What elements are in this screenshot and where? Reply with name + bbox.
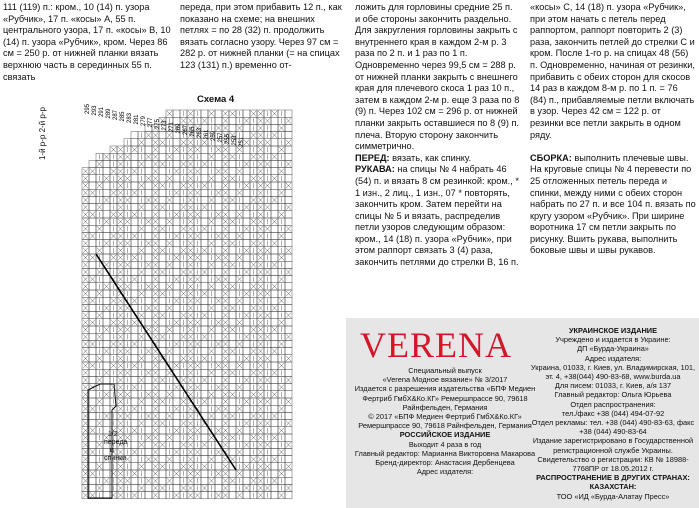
row-number: 275 [155,118,161,129]
row-number: 253 [232,135,238,146]
row-number: 279 [141,115,147,126]
silhouette-label-1: 1/2 [108,431,118,438]
imprint-left-text2: Выходит 4 раза в год Главный редактор: Марианна Викторовна Макарова Бренд-директор: Анастасия Дербенцева Адрес издателя: [354,439,536,477]
imprint-left [350,366,540,476]
row-number: 287 [113,109,119,120]
row-number: 265 [190,126,196,137]
row-number: 289 [106,108,112,119]
col3-body: ложить для горловины средние 25 п. и обе стороны закончить раздельно. Для закругления горловины закрыть с внутреннего края в каждом 2-м р. 3 раза по 2 п. и 1 раз по 1 п. Одновременно через 99,5 см = 288 р. от нижней планки закрыть с внешнего края для плечевого скоса 1 раз 10 п., затем в каждом 2-м р. еще 3 раза по 8 (9) п. Через 102 см = 296 р. от нижней планки закрыть оставшиеся по 8 (9) п. плеча. Вторую сторону закончить симметрично. [355,2,520,152]
row-number: 267 [183,124,189,135]
imprint-right-text: Учреждено и издается в Украине: ДП «Бурда-Украина» Адрес издателя: Украина, 01033, г. Киев, ул. Владимирская, 101, эт. 4, +38(044) 490-83-68, www.burda.ua Для писем: 01033, г. Киев, а/я 137 Главный редактор: Ольга Юрьева Отдел распространения: тел./факс +38 (044) 494-07-92 Отдел рекламы: тел. +38 (044) 490-83-63, факс +38 (044) 490-83-64 Издание зарегистрировано в Государственной регистрационной службе Украины. Свидетельство о регистрации: КВ № 18988-7768ПР от 18.05.2012 г. [530,335,696,474]
sleeves-heading: РУКАВА: [355,164,395,175]
verena-logo: VERENA [360,325,512,365]
silhouette-label-4: спинки [104,455,127,462]
row-number: 261 [204,129,210,140]
imprint-right-heading3: КАЗАХСТАН: [589,482,637,492]
garment-silhouette [78,380,156,508]
row-number: 255 [225,133,231,144]
text-column-4 [530,2,696,257]
sleeves-text: на спицы № 4 набрать 46 (54) п. и вязать 8 см резинкой: кром., * 1 изн., 2 лиц., 1 изн., 07 * повторять, закончить кром. Затем перейти на спицы № 5 и вязать, распределив петли узоров следующим образом: кром., 14 (18) п. узора «Рубчик», при этом раппорт связать 3 (4) раза, закончить петлями до стрелки В, 16 п. [355,164,519,268]
row-number: 291 [99,106,105,117]
imprint-left-heading: РОССИЙСКОЕ ИЗДАНИЕ [399,430,491,440]
row-number: 283 [127,112,133,123]
silhouette-label-3: и [110,447,114,454]
row-number: 269 [176,123,182,134]
text-column-3 [355,2,520,269]
text-column-1: 111 (119) п.: кром., 10 (14) п. узора «Рубчик», 17 п. «косы» А, 55 п. центрального узора, 17 п. «косы» В, 10 (14) п. узора «Рубчик», кром. Через 86 см = 250 р. от нижней планки вязать верхнюю часть в серединных 55 п. связать [3,2,171,82]
row-number: 277 [148,117,154,128]
imprint-right-text2: ТОО «ИД «Бурда-Алатау Пресс» [556,491,670,501]
row-number: 271 [169,121,175,132]
row-number: 251 [239,136,245,147]
imprint-right-heading: УКРАИНСКОЕ ИЗДАНИЕ [568,326,658,335]
scheme-title: Схема 4 [197,94,235,105]
scheme-row-labels: 1-й р-р 2-й р-р [38,107,47,160]
row-number: 257 [218,132,224,143]
row-number: 285 [120,111,126,122]
row-number: 295 [85,103,91,114]
knitting-chart [78,100,318,508]
text-column-2: переда, при этом прибавить 12 п., как показано на схеме; на внешних петлях = по 28 (32) п. продолжить вязать согласно узору. Через 97 см = 282 р. от нижней планки (= на спицах 123 (131) п.) временно от- [180,2,342,70]
row-number: 281 [134,114,140,125]
front-heading: ПЕРЕД: [355,152,390,163]
silhouette-label-2: переда [104,439,128,446]
row-number: 273 [162,120,168,131]
col4-body: «косы» С, 14 (18) п. узора «Рубчик», при этом начать с петель перед раппортом, раппорт повторить 2 (3) раза, закончить петлей до стрелки С и кром. После 1-го р. на спицах 48 (56) п. Одновременно, начиная от резинки, прибавить с обеих сторон для скосов 14 раз в каждом 8-м р. по 1 п. = 76 (84) п., прибавляемые петли включать в узор. Через 42 см = 122 р. от резинки все петли закрыть в одном ряду. [530,2,695,140]
row-number: 293 [92,105,98,116]
imprint-right [528,326,698,501]
row-number: 259 [211,130,217,141]
imprint-left-text: Специальный выпуск «Verena Модное вязание» № 3/2017 Издается с разрешения издательства «БПФ Медиен Фертриб ГмбХ&Ко.КГ» Ремершпрассе 90, 79618 Райнфельден, Германия © 2017 «БПФ Медиен Фертриб ГмбХ&Ко.КГ» Ремершпрассе 90, 79618 Райнфельден, Германия [354,366,536,431]
front-text: вязать, как спинку. [389,152,472,163]
row-number: 263 [197,127,203,138]
assembly-text: выполнить плечевые швы. На круговые спицы № 4 перевести по 25 отложенных петель переда и спинки, между ними с обеих сторон набрать по 27 п. и все 104 п. вязать по кругу узором «Рубчик». При ширине воротника 17 см петли закрыть по рисунку. Вшить рукава, выполнить боковые швы и швы рукавов. [530,152,696,256]
imprint-right-heading2: РАСПРОСТРАНЕНИЕ В ДРУГИХ СТРАНАХ: [536,473,690,483]
assembly-heading: СБОРКА: [530,152,572,163]
